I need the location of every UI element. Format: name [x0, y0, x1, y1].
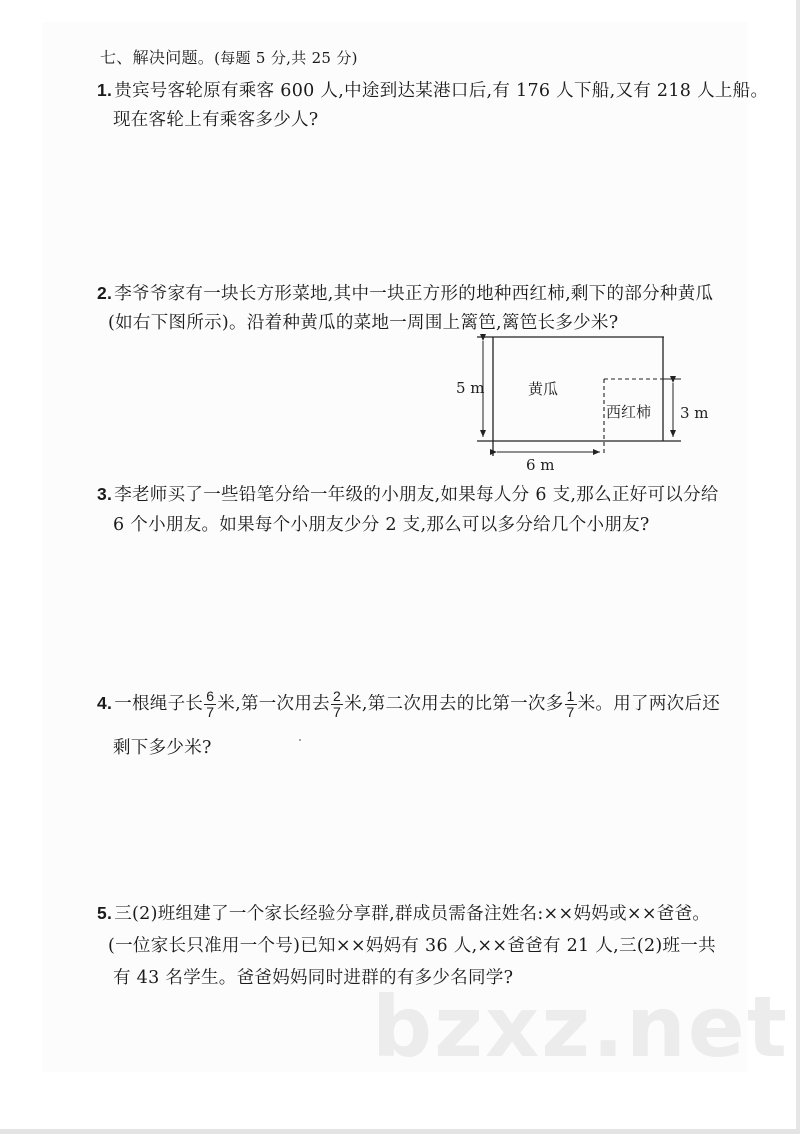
denominator: 7 [206, 704, 215, 720]
section-heading [100, 47, 358, 69]
question-2-line-2: (如右下图所示)。沿着种黄瓜的菜地一周围上篱笆,篱笆长多少米? [108, 313, 619, 333]
question-text: 三(2)班组建了一个家长经验分享群,群成员需备注姓名:××妈妈或××爸爸。 [114, 904, 711, 924]
numerator: 6 [206, 688, 215, 704]
page-edge-bottom [0, 1129, 800, 1134]
numerator: 1 [566, 688, 575, 704]
question-5-line-1 [97, 902, 710, 925]
question-2-line-1 [97, 282, 713, 305]
section-scoring: (每题 5 分,共 25 分) [214, 49, 358, 67]
question-1-line-2: 现在客轮上有乘客多少人? [113, 110, 319, 130]
question-4-line-1 [97, 689, 720, 720]
question-number: 4. [97, 693, 113, 713]
numerator: 2 [332, 688, 342, 704]
question-4-line-2: 剩下多少米? [113, 738, 212, 758]
denominator: 7 [332, 704, 342, 720]
scan-speck [299, 739, 301, 741]
question-text: 李爷爷家有一块长方形菜地,其中一块正方形的地种西红柿,剩下的部分种黄瓜 [114, 284, 714, 304]
diagram-label-6m: 6 m [526, 456, 555, 474]
diagram-label-5m: 5 m [456, 379, 485, 397]
section-title: 七、解决问题。 [100, 48, 215, 67]
question-text: 米。用了两次后还 [577, 694, 721, 714]
diagram-label-cucumber: 黄瓜 [528, 380, 559, 398]
question-1-line-1 [97, 79, 768, 102]
question-number: 1. [97, 80, 113, 100]
diagram-label-3m: 3 m [680, 404, 709, 422]
fraction-one-seventh [565, 689, 577, 720]
question-text: 李老师买了一些铅笔分给一年级的小朋友,如果每人分 6 支,那么正好可以分给 [114, 485, 719, 505]
question-text: 米,第二次用去的比第一次多 [344, 694, 564, 714]
question-number: 2. [97, 283, 113, 303]
question-number: 3. [97, 484, 113, 504]
question-5-line-3: 有 43 名学生。爸爸妈妈同时进群的有多少名同学? [113, 968, 514, 988]
question-3-line-1 [97, 483, 719, 506]
fraction-six-sevenths [204, 689, 216, 720]
page-edge-right [796, 0, 800, 1134]
question-number: 5. [97, 903, 113, 923]
question-text: 米,第一次用去 [217, 694, 330, 714]
question-text: 一根绳子长 [114, 694, 204, 714]
question-3-line-2: 6 个小朋友。如果每个小朋友少分 2 支,那么可以多分给几个小朋友? [113, 515, 650, 535]
question-5-line-2: (一位家长只准用一个号)已知××妈妈有 36 人,××爸爸有 21 人,三(2)班一共 [108, 936, 716, 956]
diagram-label-tomato: 西红柿 [606, 403, 652, 421]
fraction-two-sevenths [331, 689, 343, 720]
question-text: 贵宾号客轮原有乘客 600 人,中途到达某港口后,有 176 人下船,又有 218 人上船。 [114, 81, 769, 101]
denominator: 7 [566, 704, 575, 720]
watermark: bzxz.net [372, 978, 789, 1076]
